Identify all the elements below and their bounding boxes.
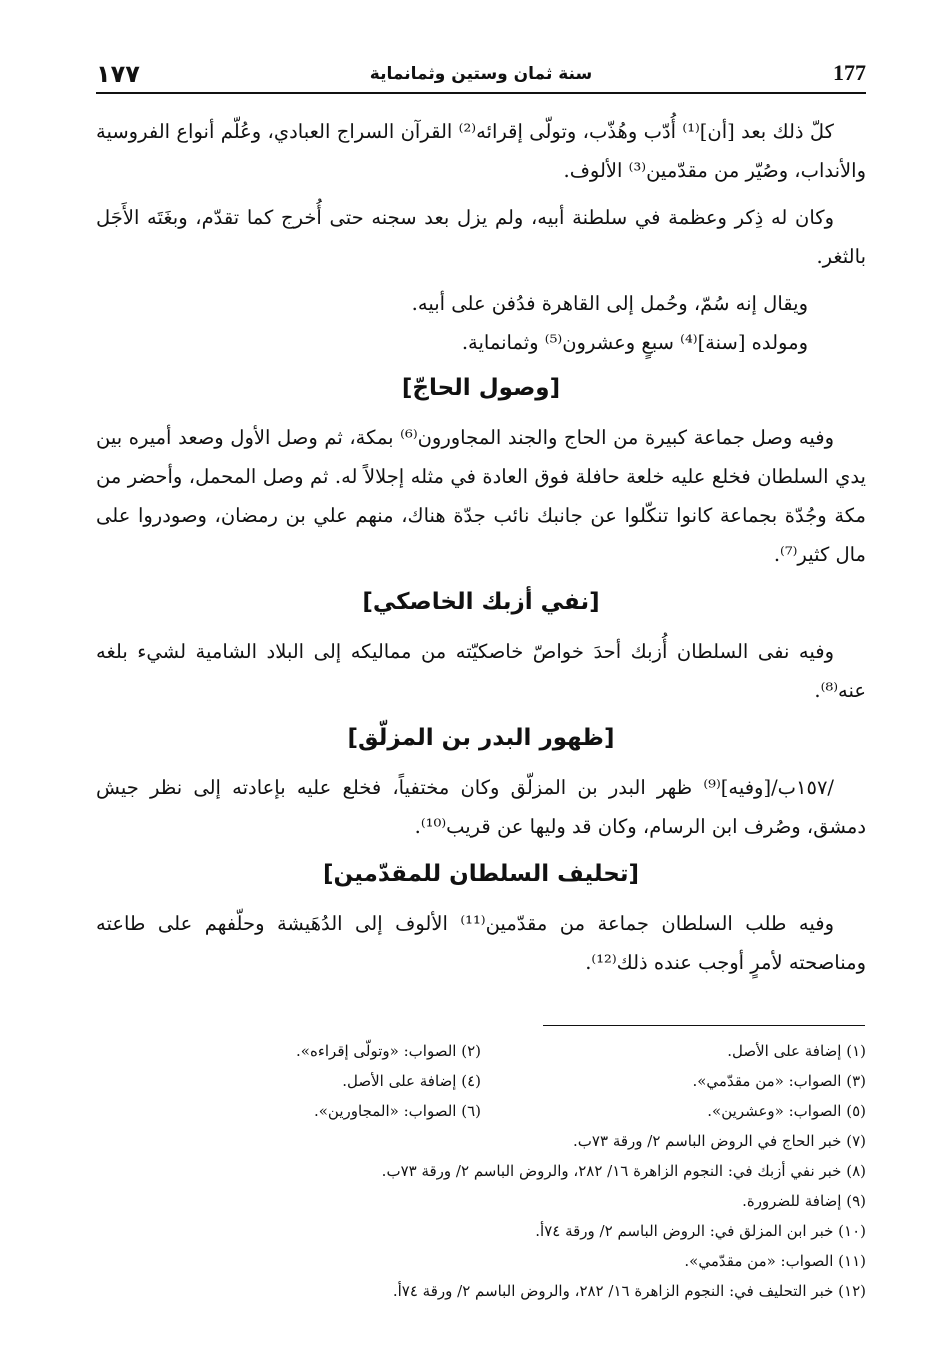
footnote-2: (٢) الصواب: «وتولّى إقراءه». (296, 1042, 481, 1060)
section-heading-badr: [ظهور البدر بن المزلّق] (347, 725, 615, 751)
paragraph-6: وفيه نفى السلطان أُزبك أحدَ خواصّ خاصكيّته من مماليكه إلى البلاد الشامية لشيء بلغه عنه⁽⁸⁾. (96, 640, 866, 702)
paragraph-2: وكان له ذِكر وعظمة في سلطنة أبيه، ولم يزل بعد سجنه حتى أُخرج كما تقدّم، وبغَتَه الأَجَل بالثغر. (96, 206, 866, 268)
footnote-4: (٤) إضافة على الأصل. (342, 1072, 481, 1090)
footnote-8: (٨) خبر نفي أزبك في: النجوم الزاهرة ١٦/ ٢٨٢، والروض الباسم ٢/ ورقة ٧٣ب. (381, 1162, 866, 1180)
paragraph-5: وفيه وصل جماعة كبيرة من الحاج والجند المجاورون⁽⁶⁾ بمكة، ثم وصل الأول وصعد أميره بين يدي السلطان فخلع عليه خلعة حافلة فوق العادة في مثله إجلالاً له. ثم وصل المحمل، وأحضر من مكة وجُدّة بجماعة كانوا تنكّلوا عن جانبك نائب جدّة هناك، منهم علي بن رمضان، وصودروا على مال كثير⁽⁷⁾. (96, 426, 866, 566)
paragraph-7: /١٥٧ب/[وفيه]⁽⁹⁾ ظهر البدر بن المزلّق وكان مختفياً، فخلع عليه بإعادته إلى نظر جيش دمشق، وصُرف ابن الرسام، وكان قد وليها عن قريب⁽¹⁰⁾. (96, 776, 866, 838)
paragraph-8: وفيه طلب السلطان جماعة من مقدّمين⁽¹¹⁾ الألوف إلى الدُهَيشة وحلّفهم على طاعته ومناصحته لأمرٍ أوجب عنده ذلك⁽¹²⁾. (96, 912, 866, 974)
footnote-3: (٣) الصواب: «من مقدّمي». (692, 1072, 866, 1090)
footnote-9: (٩) إضافة للضرورة. (742, 1192, 866, 1210)
paragraph-3: ويقال إنه سُمّ، وحُمل إلى القاهرة فدُفن على أبيه. (411, 292, 808, 315)
main-text (96, 112, 866, 990)
section-heading-exile: [نفي أزبك الخاصكي] (362, 589, 600, 615)
footnote-10: (١٠) خبر ابن المزلق في: الروض الباسم ٢/ ورقة ٧٤أ. (535, 1222, 866, 1240)
footnote-7: (٧) خبر الحاج في الروض الباسم ٢/ ورقة ٧٣ب. (573, 1132, 866, 1150)
footnote-row (96, 1036, 866, 1066)
page-number-arabic: ١٧٧ (96, 60, 140, 88)
footnote-1: (١) إضافة على الأصل. (727, 1042, 866, 1060)
footnote-5: (٥) الصواب: «وعشرين». (707, 1102, 866, 1120)
footnote-12: (١٢) خبر التحليف في: النجوم الزاهرة ١٦/ ٢٨٢، والروض الباسم ٢/ ورقة ٧٤أ. (392, 1282, 866, 1300)
footnote-6: (٦) الصواب: «المجاورين». (313, 1102, 481, 1120)
paragraph-4: ومولده [سنة]⁽⁴⁾ سبعٍ وعشرون⁽⁵⁾ وثمانماية. (461, 331, 808, 354)
footnotes (96, 1036, 866, 1306)
page-header (96, 58, 866, 94)
section-heading-oath: [تحليف السلطان للمقدّمين] (322, 861, 639, 887)
footnote-row (96, 1096, 866, 1126)
footnote-11: (١١) الصواب: «من مقدّمي». (684, 1252, 866, 1270)
paragraph-1: كلّ ذلك بعد [أن]⁽¹⁾ أُدّب وهُذّب، وتولّى إقرائه⁽²⁾ القرآن السراج العبادي، وعُلّم أنواع الفروسية والأنداب، وصُيّر من مقدّمين⁽³⁾ الألوف. (96, 120, 866, 182)
page-number-latin: 177 (833, 60, 866, 85)
running-title: سنة ثمان وستين وثمانماية (369, 64, 593, 84)
section-heading-pilgrims: [وصول الحاجّ] (401, 375, 561, 401)
footnote-separator (543, 1025, 865, 1026)
footnote-row (96, 1066, 866, 1096)
